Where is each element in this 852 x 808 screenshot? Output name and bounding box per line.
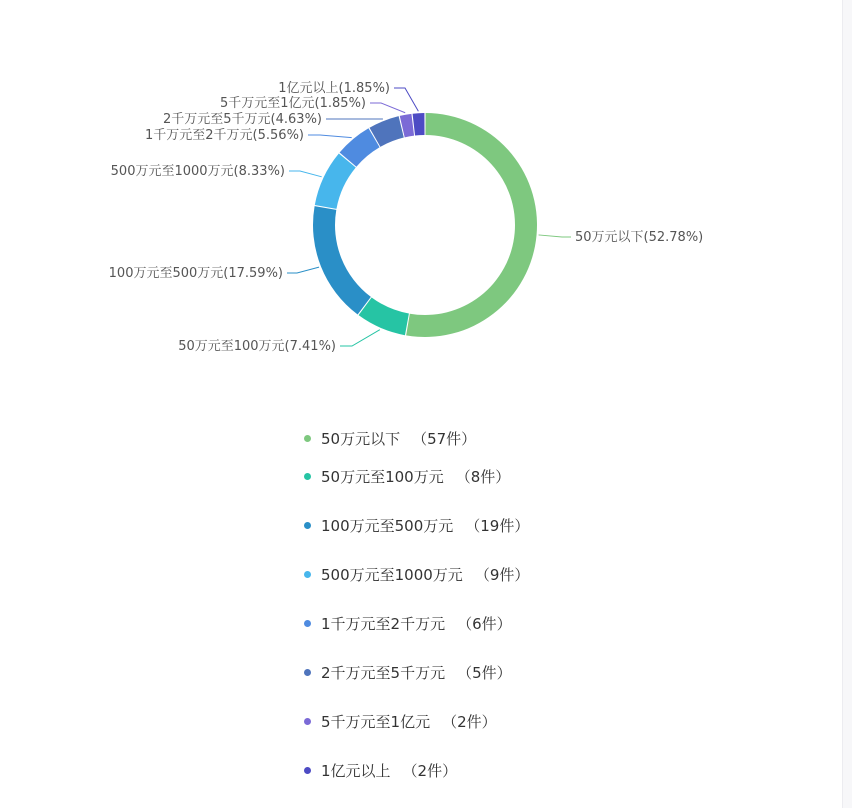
slice-2-label: 50万元至100万元(7.41%) [178,339,336,354]
slice-8-label: 1亿元以上(1.85%) [278,81,390,96]
slice-4-arc[interactable] [315,153,356,208]
slice-6-label: 2千万元至5千万元(4.63%) [163,112,322,127]
slice-8-leader-line [394,88,418,111]
legend-marker [304,620,311,627]
legend-marker [304,669,311,676]
chart-legend [304,424,529,795]
slice-5-label: 1千万元至2千万元(5.56%) [145,128,304,143]
legend-count: （2件） [402,762,458,780]
slice-3-leader-line [287,267,319,273]
legend-count: （6件） [457,615,512,633]
legend-label: 100万元至500万元 [321,517,454,535]
slice-1-arc[interactable] [406,113,537,337]
slice-1-leader-line [539,235,571,237]
slice-2-leader-line [340,330,380,346]
slice-4-leader-line [289,171,322,177]
legend-marker [304,435,311,442]
slice-8-arc[interactable] [413,113,425,136]
chart-slices [313,113,537,337]
legend-marker [304,571,311,578]
legend-count: （2件） [442,713,497,731]
slice-7-label: 5千万元至1亿元(1.85%) [220,96,366,111]
legend-item-7[interactable] [304,697,529,746]
slice-3-arc[interactable] [313,206,371,314]
legend-count: （8件） [455,468,511,486]
legend-count: （57件） [412,429,477,448]
legend-count: （9件） [474,566,530,584]
slice-5-leader-line [308,135,352,138]
legend-marker [304,767,311,774]
legend-marker [304,522,311,529]
slice-7-leader-line [370,103,405,113]
legend-item-8[interactable] [304,746,529,795]
legend-item-3[interactable] [304,501,529,550]
legend-count: （5件） [457,664,512,682]
legend-label: 1千万元至2千万元 [321,615,446,633]
legend-label: 500万元至1000万元 [321,566,463,584]
slice-4-label: 500万元至1000万元(8.33%) [110,164,285,179]
legend-item-2[interactable] [304,452,529,501]
legend-label: 50万元以下 [321,429,401,448]
legend-count: （19件） [465,517,530,535]
slice-3-label: 100万元至500万元(17.59%) [108,266,283,281]
legend-marker [304,718,311,725]
legend-item-1[interactable] [304,424,529,452]
legend-label: 1亿元以上 [321,762,391,780]
slice-1-label: 50万元以下(52.78%) [575,230,704,245]
legend-item-6[interactable] [304,648,529,697]
legend-item-4[interactable] [304,550,529,599]
legend-marker [304,473,311,480]
legend-label: 2千万元至5千万元 [321,664,446,682]
legend-label: 5千万元至1亿元 [321,713,431,731]
legend-item-5[interactable] [304,599,529,648]
legend-label: 50万元至100万元 [321,468,444,486]
